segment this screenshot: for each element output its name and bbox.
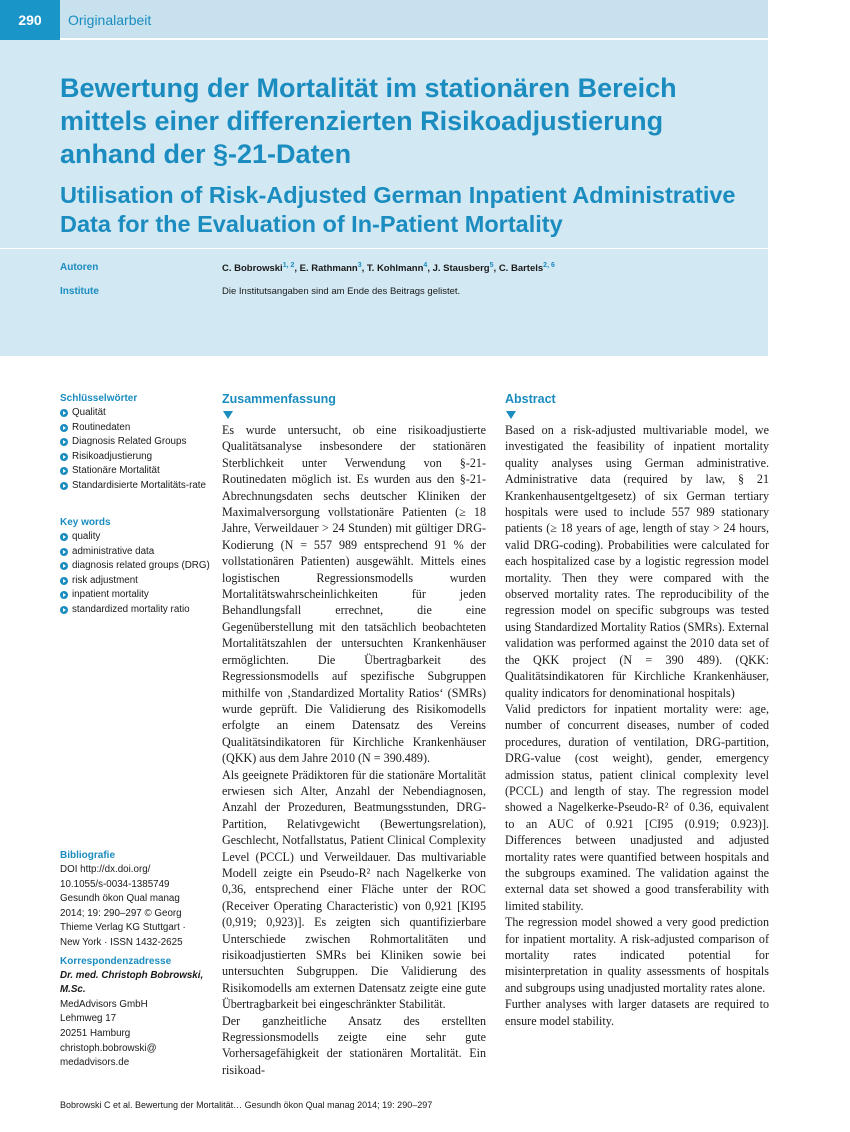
keyword-text: quality (72, 531, 101, 542)
title-english (60, 181, 760, 239)
title-german-line: mittels einer differenzierten Risikoadjustierung (60, 106, 664, 136)
bibliography-label: Bibliografie (60, 850, 116, 861)
title-english-line: Data for the Evaluation of In-Patient Mortality (60, 211, 563, 237)
triangle-down-icon (506, 411, 516, 419)
keyword-item (60, 421, 210, 436)
keyword-item (60, 464, 210, 479)
footer-citation: Bobrowski C et al. Bewertung der Mortalität… Gesundh ökon Qual manag 2014; 19: 290–297 (60, 1100, 433, 1110)
bibliography-line: New York · ISSN 1432-2625 (60, 936, 183, 948)
triangle-down-icon (223, 411, 233, 419)
correspondence-line: Lehmweg 17 (60, 1013, 117, 1025)
title-german-line: Bewertung der Mortalität im stationären Bereich (60, 73, 677, 103)
author-name: C. Bartels (498, 263, 544, 275)
abstract-paragraph: Based on a risk-adjusted multivariable model, we investigated the feasibility of inpatient mortality quality analyses using German administrative. Administrative data (required by law, § 21 Krankenhausentgeltgesetz) of six German tertiary hospitals were used to include 557 989 stationary patients (≥ 18 years of age, length of stay > 24 hours, valid DRG-coding). Probabilities were calculated for each hospitalized case by a logistic regression model mortality. Then they were compared with the observed mortality rates. The reproducibility of the regression model on specific subgroups was tested using Standardized Mortality Ratios (SMRs). External validation was performed against the 2010 data set of the QKK project (N = 390 489). (QKK: Qualitätsindikatoren für Kirchliche Krankenhäuser, quality indicators for denominational hospitals) (505, 423, 769, 700)
bullet-arrow-icon (60, 453, 68, 461)
bullet-arrow-icon (60, 424, 68, 432)
abstract-paragraph: Further analyses with larger datasets are required to ensure model stability. (505, 997, 769, 1028)
author-name: C. Bobrowski (222, 263, 283, 275)
author-name: J. Stausberg (432, 263, 490, 275)
header-band (0, 0, 768, 356)
bullet-arrow-icon (60, 409, 68, 417)
keywords-english-label: Key words (60, 517, 111, 528)
authors-label: Autoren (60, 262, 99, 273)
author-name: T. Kohlmann (366, 263, 424, 275)
title-german (60, 72, 760, 171)
zusammenfassung-column (222, 390, 486, 1078)
correspondence-name: Dr. med. Christoph Bobrowski, (60, 969, 204, 981)
keyword-text: administrative data (72, 545, 155, 557)
bullet-arrow-icon (60, 482, 68, 490)
bullet-arrow-icon (60, 606, 68, 614)
author-list: C. Bobrowski$^{1, 2}$, E. Rathmann$^3$, T. Kohlmann$^4$, J. Stausberg$^5$, C. Bartels$^{2, 6}$ (222, 262, 555, 275)
author-affiliation: 2, 6 (543, 262, 555, 269)
keyword-text: Stationäre Mortalität (72, 465, 160, 477)
keyword-text: Routinedaten (72, 421, 131, 433)
institute-text: Die Institutsangaben sind am Ende des Beitrags gelistet. (222, 286, 461, 297)
keyword-item (60, 435, 210, 450)
abstract-paragraph: The regression model showed a very good prediction for inpatient mortality. A risk-adjusted comparison of mortality rates indicated potential for misinterpretation in quality assessments of hospitals and subgroups using unadjusted mortality rates alone. (505, 915, 769, 995)
correspondence-email[interactable]: medadvisors.de (60, 1057, 130, 1069)
bibliography-line: Thieme Verlag KG Stuttgart · (60, 922, 186, 934)
zusammenfassung-heading: Zusammenfassung (222, 392, 336, 406)
keyword-item (60, 574, 210, 589)
zusammenfassung-paragraph: Als geeignete Prädiktoren für die stationäre Mortalität erwiesen sich Alter, Anzahl der Nebendiagnosen, Anzahl der Prozeduren, Beatmungsstunden, DRG-Partition, Relativgewicht (Bewertungsrelation), Geschlecht, Notfallstatus, Patient Clinical Complexity Level (PCCL) und Verweildauer. Das multivariable Modell zeigte ein Pseudo-R² nach Nagelkerke von 0,36, entsprechend einer Fläche unter der ROC (Receiver Operating Characteristic) von 0,921 [KI95 (0,919; 0,923)]. Es zeigten sich quantifizierbare Unterschiede zwischen Rohmortalitäten und risikoadjustierten SMRs bei Kliniken sowie bei untersuchten Subgruppen. Die Validierung des Risikomodells am externen Datensatz zeigte eine gute Übertragbarkeit bei eingeschränkter Stabilität. (222, 767, 486, 1012)
keyword-text: diagnosis related groups (DRG) (72, 560, 210, 572)
keyword-text: risk adjustment (72, 574, 138, 586)
zusammenfassung-paragraph: Der ganzheitliche Ansatz des erstellten Regressionsmodells zeigte eine sehr gute Vorhersagefähigkeit der stationären Mortalität. Ein risikoad- (222, 1013, 486, 1077)
bullet-arrow-icon (60, 438, 68, 446)
author-affiliation: 5 (489, 262, 494, 269)
keyword-text: Risikoadjustierung (72, 450, 153, 462)
title-german-line: anhand der §-21-Daten (60, 139, 352, 169)
keyword-item (60, 406, 210, 421)
bullet-arrow-icon (60, 591, 68, 599)
zusammenfassung-paragraph: Es wurde untersucht, ob eine risikoadjustierte Qualitätsanalyse insbesondere der stationären Sterblichkeit unter Verwendung von §-21-Routinedaten möglich ist. Es wurden aus den §-21-Abrechnungsdaten sechs deutscher Kliniken der Maximalversorgung vollstationäre Patienten (≥ 18 Jahre, Verweildauer > 24 Stunden) mit gültiger DRG-Kodierung (N = 557 989 entsprechend 91 % der vollstationären Patienten) ausgewählt. Mittels eines logistischen Regressionsmodells wurden Mortalitätswahrscheinlichkeiten für jeden Behandlungsfall errechnet, die eine Gegenüberstellung mit den tatsächlich beobachteten Mortalitätszahlen der untersuchten Krankenhäuser ermöglichten. Die Übertragbarkeit des Regressionsmodells auf spezifische Subgruppen mithilfe von ‚Standardized Mortality Ratios‘ (SMRs) wurde geprüft. Die Validierung des Risikomodells erfolgte an einem Datensatz des Vereins Qualitätsindikatoren für Kirchliche Krankenhäuser (QKK) aus dem Jahre 2010 (N = 390.489). (222, 423, 486, 766)
bibliography-line: Gesundh ökon Qual manag (60, 893, 180, 905)
abstract-heading: Abstract (505, 392, 556, 406)
author-affiliation: 4 (423, 262, 428, 269)
keywords-german-label: Schlüsselwörter (60, 393, 138, 404)
abstract-column (505, 390, 769, 1029)
section-label: Originalarbeit (68, 12, 152, 28)
title-english-line: Utilisation of Risk-Adjusted German Inpatient Administrative (60, 182, 736, 208)
keyword-item (60, 603, 210, 618)
keyword-text: Standardisierte Mortalitäts-rate (72, 479, 206, 491)
author-name: E. Rathmann (299, 263, 358, 275)
bibliography-line: 10.1055/s-0034-1385749 (60, 878, 170, 890)
correspondence-label: Korrespondenzadresse (60, 955, 172, 967)
keywords-english (60, 516, 210, 618)
keyword-text: standardized mortality ratio (72, 603, 190, 615)
institute-label: Institute (60, 286, 99, 297)
keyword-item (60, 530, 210, 545)
bullet-arrow-icon (60, 577, 68, 585)
author-affiliation: 3 (357, 262, 362, 269)
correspondence-line: MedAdvisors GmbH (60, 998, 148, 1010)
correspondence-email[interactable]: christoph.bobrowski@ (60, 1042, 157, 1054)
bullet-arrow-icon (60, 533, 68, 541)
bullet-arrow-icon (60, 467, 68, 475)
keyword-item (60, 479, 210, 494)
top-bar (0, 0, 768, 40)
bibliography-block (60, 849, 210, 1071)
correspondence-name: M.Sc. (60, 984, 86, 996)
bibliography-line: 2014; 19: 290–297 © Georg (60, 907, 182, 919)
correspondence-line: 20251 Hamburg (60, 1027, 131, 1039)
bibliography-line: DOI http://dx.doi.org/ (60, 864, 151, 875)
keywords-german (60, 392, 210, 494)
keyword-text: inpatient mortality (72, 589, 149, 601)
title-divider (0, 248, 768, 249)
keyword-text: Diagnosis Related Groups (72, 436, 187, 448)
keyword-item (60, 450, 210, 465)
bullet-arrow-icon (60, 562, 68, 570)
keyword-item (60, 545, 210, 560)
keyword-item (60, 559, 210, 574)
author-affiliation: 1, 2 (282, 262, 295, 269)
abstract-paragraph: Valid predictors for inpatient mortality were: age, number of concurrent diseases, number of coded procedures, duration of ventilation, DRG-partition, DRG-value (cost weight), gender, emergency admission status, patient clinical complexity level (PCCL) and length of stay. The regression model showed a Nagelkerke-Pseudo-R² of 0.36, equivalent to an AUC of 0.921 [CI95 (0.919; 0.923)]. Differences between unadjusted and adjusted mortality rates were quantified between hospitals and the subgroups examined. The validation against the external data set showed a good transferability with limited stability. (505, 701, 769, 913)
bullet-arrow-icon (60, 548, 68, 556)
keyword-text: Qualität (72, 407, 106, 418)
page-number: 290 (0, 0, 60, 40)
keyword-item (60, 588, 210, 603)
